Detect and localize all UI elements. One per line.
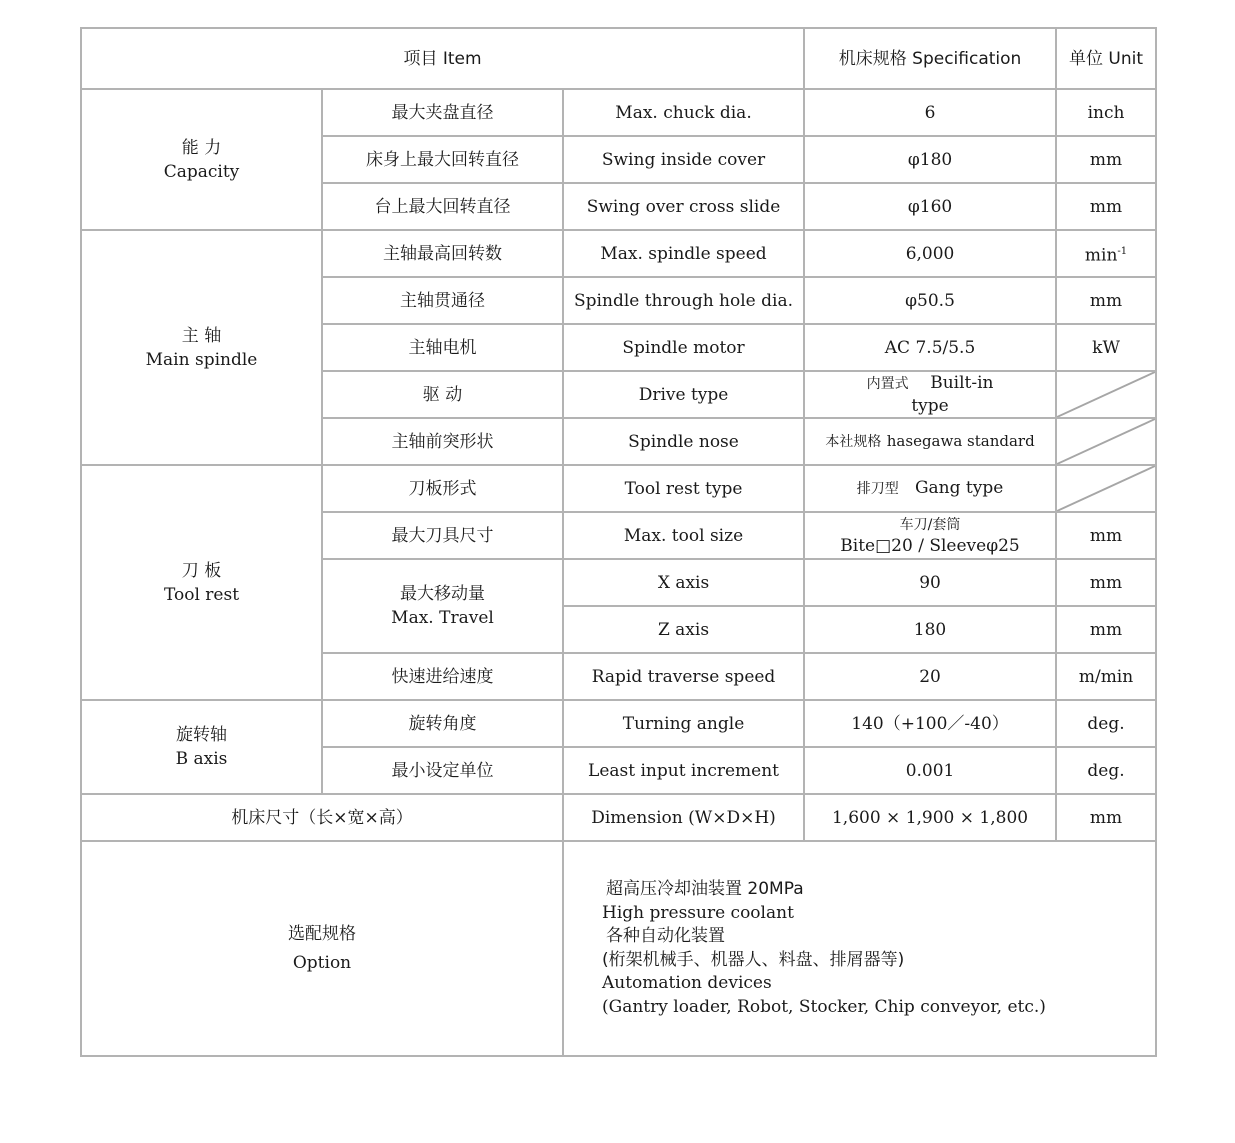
group-label-en: Max. Travel (391, 608, 494, 628)
group-label-cn: 能 力 (181, 137, 222, 158)
spec-value: 180 (804, 606, 1056, 653)
group-label-cn: 刀 板 (181, 560, 222, 581)
option-line: (桁架机械手、机器人、料盘、排屑器等) (602, 949, 905, 970)
group-label-en: B axis (175, 749, 228, 769)
spec-en: Gang type (914, 478, 1004, 498)
item-cn: 旋转角度 (322, 700, 563, 747)
unit-value: mm (1056, 277, 1156, 324)
table-row (81, 89, 1156, 136)
group-b-axis (81, 700, 322, 794)
option-line: 超高压冷却油装置 20MPa (606, 879, 804, 899)
table-row (81, 465, 1156, 512)
unit-value: deg. (1056, 700, 1156, 747)
item-en: Spindle through hole dia. (563, 277, 804, 324)
unit-value: deg. (1056, 747, 1156, 794)
item-cn: 主轴贯通径 (322, 277, 563, 324)
group-max-travel (322, 559, 563, 653)
spec-value: φ50.5 (804, 277, 1056, 324)
spec-cn: 内置式 (866, 376, 909, 392)
group-label-en: Capacity (163, 161, 240, 182)
dimension-unit: mm (1056, 794, 1156, 841)
spec-value (804, 465, 1056, 512)
option-line: 各种自动化装置 (606, 926, 725, 946)
dimension-row (81, 794, 1156, 841)
spec-value: 20 (804, 653, 1056, 700)
group-main-spindle (81, 230, 322, 465)
unit-value: mm (1056, 512, 1156, 559)
item-cn: 主轴最高回转数 (322, 230, 563, 277)
item-cn: 主轴前突形状 (322, 418, 563, 465)
group-label-en: Tool rest (163, 584, 240, 605)
unit-empty (1056, 465, 1156, 512)
item-cn: 刀板形式 (322, 465, 563, 512)
spec-value: 140（+100／-40） (804, 700, 1056, 747)
spec-value: AC 7.5/5.5 (804, 324, 1056, 371)
option-line: (Gantry loader, Robot, Stocker, Chip conveyor, etc.) (602, 996, 1046, 1017)
spec-en: hasegawa standard (886, 432, 1035, 450)
item-en: Max. spindle speed (563, 230, 804, 277)
unit-value (1056, 230, 1156, 277)
option-content (563, 841, 1156, 1056)
spec-value: 6 (804, 89, 1056, 136)
header-spec: 机床规格 Specification (804, 28, 1056, 89)
item-en: Max. chuck dia. (563, 89, 804, 136)
unit-value: mm (1056, 183, 1156, 230)
item-cn: 最大夹盘直径 (322, 89, 563, 136)
item-cn: 主轴电机 (322, 324, 563, 371)
spec-cn: 排刀型 (856, 481, 899, 497)
item-en: X axis (563, 559, 804, 606)
item-en: Z axis (563, 606, 804, 653)
spec-value: 90 (804, 559, 1056, 606)
group-capacity (81, 89, 322, 230)
item-cn: 台上最大回转直径 (322, 183, 563, 230)
item-en: Least input increment (563, 747, 804, 794)
group-label-en: Main spindle (145, 349, 258, 370)
option-line: High pressure coolant (602, 902, 794, 923)
option-label-en: Option (292, 952, 352, 973)
table-row (81, 700, 1156, 747)
spec-value (804, 512, 1056, 559)
unit-value: kW (1056, 324, 1156, 371)
header-row (81, 28, 1156, 89)
item-en: Tool rest type (563, 465, 804, 512)
group-label-cn: 旋转轴 (176, 725, 227, 745)
spec-en: Bite□20 / Sleeveφ25 (840, 535, 1020, 556)
diagonal-slash (1057, 466, 1155, 511)
option-row (81, 841, 1156, 1056)
item-en: Swing over cross slide (563, 183, 804, 230)
spec-value: 6,000 (804, 230, 1056, 277)
item-en: Turning angle (563, 700, 804, 747)
item-cn: 床身上最大回转直径 (322, 136, 563, 183)
item-en: Rapid traverse speed (563, 653, 804, 700)
diagonal-slash (1057, 419, 1155, 464)
spec-value: φ160 (804, 183, 1056, 230)
option-label (81, 841, 563, 1056)
unit-empty (1056, 371, 1156, 418)
group-tool-rest (81, 465, 322, 700)
table-row (81, 230, 1156, 277)
dimension-label-cn: 机床尺寸（长×宽×高） (81, 794, 563, 841)
spec-table (80, 27, 1157, 1057)
header-item: 项目 Item (81, 28, 804, 89)
group-label-cn: 最大移动量 (400, 584, 485, 604)
spec-value (804, 418, 1056, 465)
unit-value: mm (1056, 559, 1156, 606)
unit-value: mm (1056, 606, 1156, 653)
item-en: Spindle nose (563, 418, 804, 465)
unit-text: min (1084, 245, 1118, 266)
spec-value: φ180 (804, 136, 1056, 183)
item-cn: 驱 动 (322, 371, 563, 418)
dimension-label-en: Dimension (W×D×H) (563, 794, 804, 841)
spec-cn: 车刀/套筒 (899, 516, 961, 533)
unit-empty (1056, 418, 1156, 465)
option-label-cn: 选配规格 (288, 923, 356, 944)
item-en: Spindle motor (563, 324, 804, 371)
group-label-cn: 主 轴 (181, 325, 222, 346)
item-en: Swing inside cover (563, 136, 804, 183)
unit-superscript: -1 (1117, 245, 1128, 257)
item-en: Max. tool size (563, 512, 804, 559)
item-cn: 最大刀具尺寸 (322, 512, 563, 559)
spec-value (804, 371, 1056, 418)
item-cn: 最小设定单位 (322, 747, 563, 794)
spec-value: 0.001 (804, 747, 1056, 794)
unit-value: inch (1056, 89, 1156, 136)
spec-en-2: type (911, 396, 949, 416)
spec-cn: 本社规格 (825, 434, 882, 450)
item-cn: 快速进给速度 (322, 653, 563, 700)
header-unit: 单位 Unit (1056, 28, 1156, 89)
unit-value: m/min (1056, 653, 1156, 700)
spec-en: Built-in (930, 373, 994, 393)
option-line: Automation devices (602, 973, 772, 993)
dimension-value: 1,600 × 1,900 × 1,800 (804, 794, 1056, 841)
diagonal-slash (1057, 372, 1155, 417)
item-en: Drive type (563, 371, 804, 418)
unit-value: mm (1056, 136, 1156, 183)
